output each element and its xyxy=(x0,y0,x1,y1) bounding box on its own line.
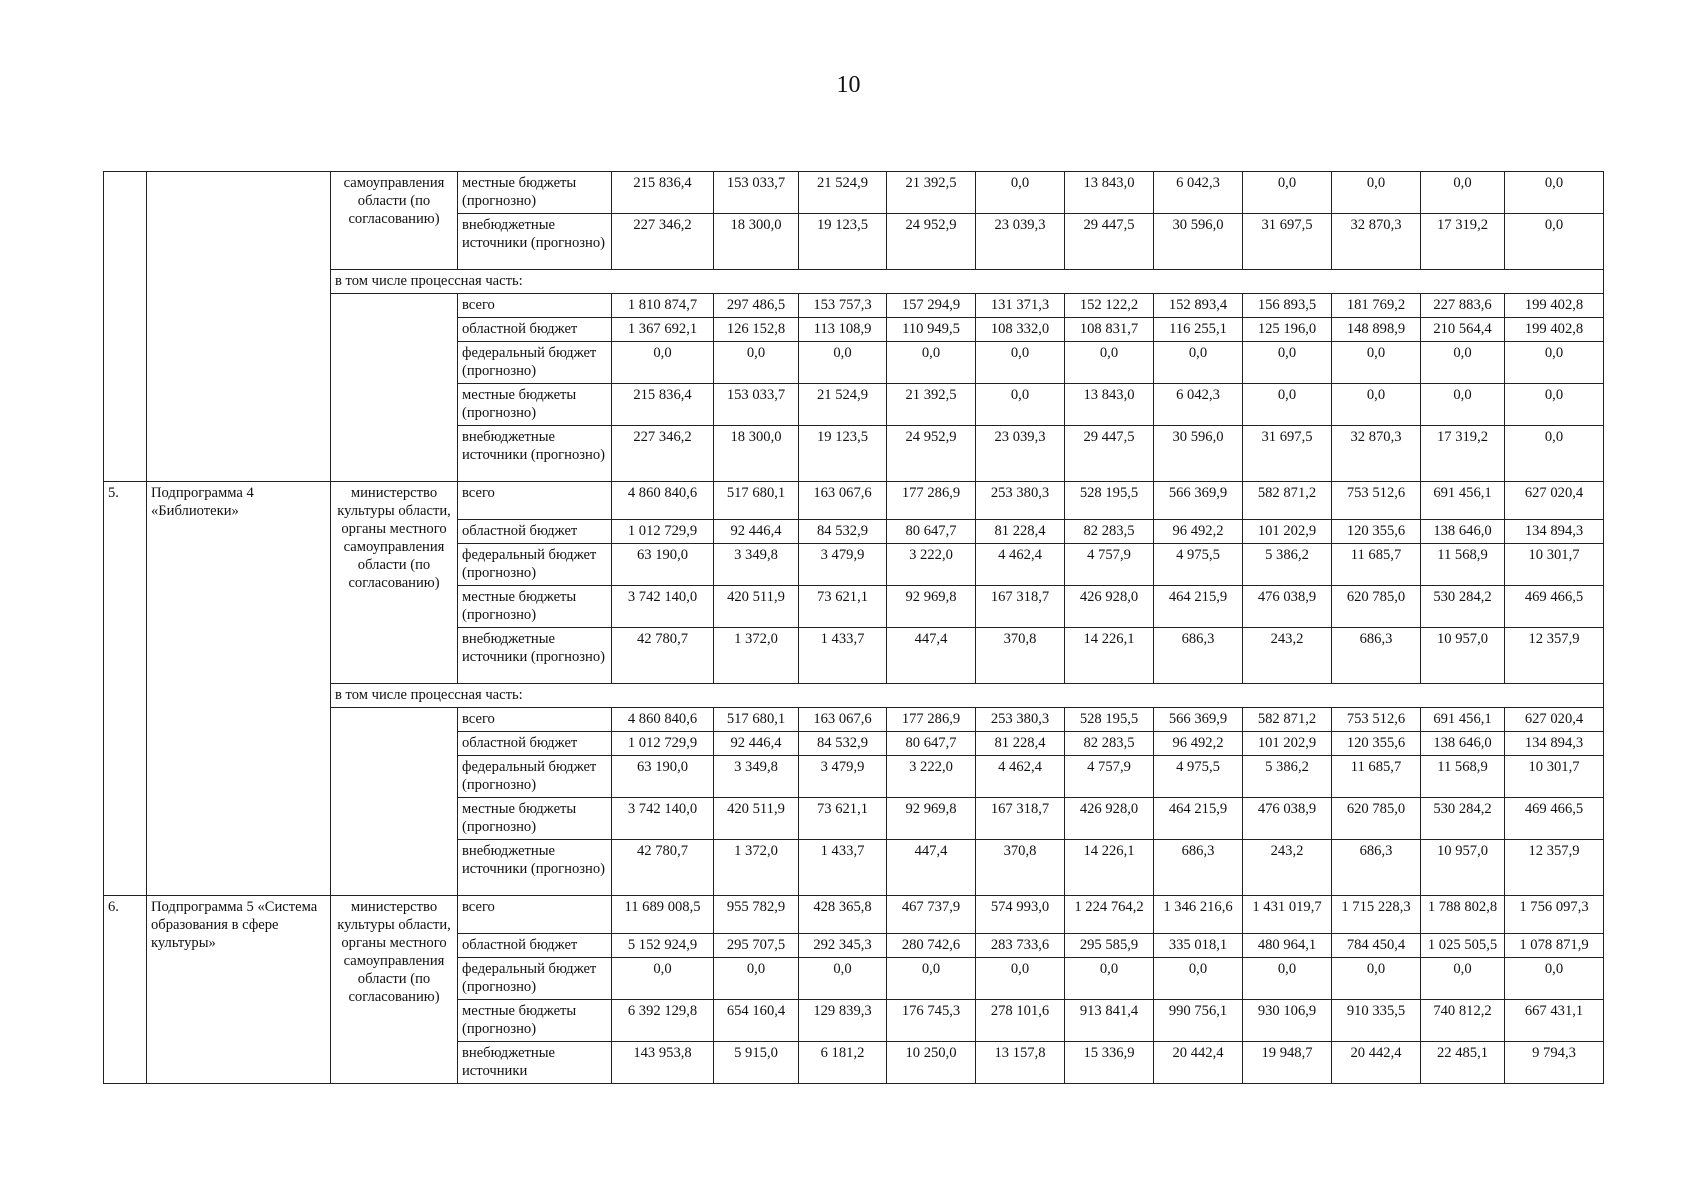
table-cell-value: 0,0 xyxy=(976,384,1065,426)
table-cell-value: 32 870,3 xyxy=(1332,426,1421,482)
table-cell-value: 530 284,2 xyxy=(1421,798,1505,840)
table-cell-value: 199 402,8 xyxy=(1505,318,1604,342)
table-cell-value: 295 707,5 xyxy=(714,934,799,958)
table-cell-value: 17 319,2 xyxy=(1421,426,1505,482)
table-cell-value: 0,0 xyxy=(1065,342,1154,384)
table-cell-value: 110 949,5 xyxy=(887,318,976,342)
table-cell-value: 1 372,0 xyxy=(714,628,799,684)
table-cell-value: 42 780,7 xyxy=(612,628,714,684)
table-cell-value: 654 160,4 xyxy=(714,1000,799,1042)
table-cell-value: 0,0 xyxy=(1332,384,1421,426)
table-cell-empty xyxy=(331,294,458,482)
table-cell-value: 18 300,0 xyxy=(714,214,799,270)
table-cell-value: 243,2 xyxy=(1243,840,1332,896)
table-cell-value: 253 380,3 xyxy=(976,482,1065,520)
table-cell-value: 10 301,7 xyxy=(1505,544,1604,586)
table-cell-value: 134 894,3 xyxy=(1505,732,1604,756)
table-cell-executor: самоуправления области (по согласованию) xyxy=(331,172,458,270)
table-cell-value: 24 952,9 xyxy=(887,426,976,482)
table-cell-value: 152 893,4 xyxy=(1154,294,1243,318)
table-cell-value: 11 685,7 xyxy=(1332,544,1421,586)
table-cell-source: местные бюджеты (прогнозно) xyxy=(458,1000,612,1042)
table-cell-value: 0,0 xyxy=(714,342,799,384)
table-cell-value: 0,0 xyxy=(799,958,887,1000)
table-cell-value: 0,0 xyxy=(612,958,714,1000)
table-cell-value: 84 532,9 xyxy=(799,732,887,756)
table-cell-value: 19 123,5 xyxy=(799,214,887,270)
table-cell-value: 81 228,4 xyxy=(976,732,1065,756)
table-cell-value: 129 839,3 xyxy=(799,1000,887,1042)
table-cell-value: 686,3 xyxy=(1332,628,1421,684)
table-cell-value: 63 190,0 xyxy=(612,544,714,586)
table-cell-value: 370,8 xyxy=(976,628,1065,684)
table-cell-value: 134 894,3 xyxy=(1505,520,1604,544)
table-cell-value: 1 788 802,8 xyxy=(1421,896,1505,934)
table-cell-value: 215 836,4 xyxy=(612,384,714,426)
table-cell-value: 163 067,6 xyxy=(799,482,887,520)
table-cell-value: 163 067,6 xyxy=(799,708,887,732)
table-cell-value: 4 462,4 xyxy=(976,544,1065,586)
table-cell-value: 10 250,0 xyxy=(887,1042,976,1084)
table-cell-value: 199 402,8 xyxy=(1505,294,1604,318)
table-cell-value: 5 152 924,9 xyxy=(612,934,714,958)
table-cell-value: 686,3 xyxy=(1154,840,1243,896)
table-cell-value: 10 957,0 xyxy=(1421,840,1505,896)
table-cell-source: внебюджетные источники (прогнозно) xyxy=(458,628,612,684)
table-cell-value: 4 975,5 xyxy=(1154,756,1243,798)
table-cell-source: областной бюджет xyxy=(458,318,612,342)
table-cell-source: местные бюджеты (прогнозно) xyxy=(458,798,612,840)
table-cell-value: 92 969,8 xyxy=(887,586,976,628)
table-body xyxy=(104,172,1604,1084)
table-cell-value: 4 757,9 xyxy=(1065,756,1154,798)
table-cell-value: 4 860 840,6 xyxy=(612,482,714,520)
table-cell-value: 0,0 xyxy=(1421,342,1505,384)
table-cell-value: 1 012 729,9 xyxy=(612,520,714,544)
table-cell-value: 420 511,9 xyxy=(714,586,799,628)
table-cell-executor: министерство культуры области, органы местного самоуправления области (по согласованию) xyxy=(331,896,458,1084)
table-cell-program xyxy=(147,172,331,482)
table-cell-value: 120 355,6 xyxy=(1332,520,1421,544)
table-cell-source: внебюджетные источники xyxy=(458,1042,612,1084)
table-cell-index: 6. xyxy=(104,896,147,1084)
table-cell-source: областной бюджет xyxy=(458,520,612,544)
table-cell-value: 3 742 140,0 xyxy=(612,586,714,628)
table-cell-value: 210 564,4 xyxy=(1421,318,1505,342)
table-cell-value: 113 108,9 xyxy=(799,318,887,342)
table-cell-value: 691 456,1 xyxy=(1421,482,1505,520)
table-cell-value: 92 446,4 xyxy=(714,520,799,544)
table-cell-value: 80 647,7 xyxy=(887,520,976,544)
table-cell-value: 1 756 097,3 xyxy=(1505,896,1604,934)
table-cell-value: 3 742 140,0 xyxy=(612,798,714,840)
table-cell-value: 528 195,5 xyxy=(1065,482,1154,520)
table-cell-value: 23 039,3 xyxy=(976,214,1065,270)
table-cell-value: 80 647,7 xyxy=(887,732,976,756)
table-cell-value: 480 964,1 xyxy=(1243,934,1332,958)
table-cell-value: 153 033,7 xyxy=(714,172,799,214)
table-cell-value: 627 020,4 xyxy=(1505,708,1604,732)
table-cell-value: 4 860 840,6 xyxy=(612,708,714,732)
table-cell-value: 292 345,3 xyxy=(799,934,887,958)
table-cell-value: 530 284,2 xyxy=(1421,586,1505,628)
table-cell-value: 176 745,3 xyxy=(887,1000,976,1042)
table-cell-value: 82 283,5 xyxy=(1065,732,1154,756)
table-cell-value: 14 226,1 xyxy=(1065,628,1154,684)
table-cell-value: 92 969,8 xyxy=(887,798,976,840)
table-cell-value: 157 294,9 xyxy=(887,294,976,318)
page-number: 10 xyxy=(836,72,861,98)
table-cell-source: федеральный бюджет (прогнозно) xyxy=(458,958,612,1000)
table-cell-value: 0,0 xyxy=(1154,342,1243,384)
table-cell-value: 181 769,2 xyxy=(1332,294,1421,318)
table-cell-value: 476 038,9 xyxy=(1243,586,1332,628)
table-cell-value: 0,0 xyxy=(1243,342,1332,384)
table-cell-value: 0,0 xyxy=(1421,384,1505,426)
table-cell-value: 11 568,9 xyxy=(1421,756,1505,798)
table-cell-value: 4 462,4 xyxy=(976,756,1065,798)
table-cell-value: 20 442,4 xyxy=(1332,1042,1421,1084)
table-cell-value: 691 456,1 xyxy=(1421,708,1505,732)
table-cell-value: 753 512,6 xyxy=(1332,482,1421,520)
table-cell-value: 138 646,0 xyxy=(1421,732,1505,756)
table-cell-value: 686,3 xyxy=(1332,840,1421,896)
table-cell-value: 19 123,5 xyxy=(799,426,887,482)
table-cell-value: 740 812,2 xyxy=(1421,1000,1505,1042)
table-cell-value: 21 392,5 xyxy=(887,172,976,214)
table-cell-value: 13 843,0 xyxy=(1065,172,1154,214)
table-cell-value: 92 446,4 xyxy=(714,732,799,756)
table-cell-index xyxy=(104,172,147,482)
table-cell-value: 227 346,2 xyxy=(612,426,714,482)
table-cell-value: 82 283,5 xyxy=(1065,520,1154,544)
table-cell-value: 784 450,4 xyxy=(1332,934,1421,958)
table-cell-value: 335 018,1 xyxy=(1154,934,1243,958)
table-cell-value: 0,0 xyxy=(1505,214,1604,270)
table-cell-value: 143 953,8 xyxy=(612,1042,714,1084)
table-cell-value: 0,0 xyxy=(1154,958,1243,1000)
table-cell-value: 96 492,2 xyxy=(1154,732,1243,756)
table-cell-value: 63 190,0 xyxy=(612,756,714,798)
table-cell-value: 167 318,7 xyxy=(976,586,1065,628)
table-cell-value: 627 020,4 xyxy=(1505,482,1604,520)
table-cell-executor: министерство культуры области, органы местного самоуправления области (по согласованию) xyxy=(331,482,458,684)
table-cell-value: 574 993,0 xyxy=(976,896,1065,934)
table-cell-value: 1 433,7 xyxy=(799,628,887,684)
table-cell-value: 120 355,6 xyxy=(1332,732,1421,756)
table-cell-value: 0,0 xyxy=(976,958,1065,1000)
table-cell-value: 5 386,2 xyxy=(1243,544,1332,586)
table-cell-value: 11 689 008,5 xyxy=(612,896,714,934)
table-cell-value: 0,0 xyxy=(1505,958,1604,1000)
table-cell-value: 6 042,3 xyxy=(1154,384,1243,426)
table-cell-value: 913 841,4 xyxy=(1065,1000,1154,1042)
budget-table xyxy=(103,171,1604,1084)
table-cell-value: 0,0 xyxy=(976,172,1065,214)
table-cell-value: 253 380,3 xyxy=(976,708,1065,732)
table-cell-value: 3 349,8 xyxy=(714,756,799,798)
table-cell-value: 152 122,2 xyxy=(1065,294,1154,318)
table-cell-value: 0,0 xyxy=(1243,172,1332,214)
table-cell-value: 283 733,6 xyxy=(976,934,1065,958)
table-cell-value: 1 346 216,6 xyxy=(1154,896,1243,934)
table-cell-value: 620 785,0 xyxy=(1332,586,1421,628)
table-cell-value: 3 479,9 xyxy=(799,544,887,586)
table-cell-source: федеральный бюджет (прогнозно) xyxy=(458,756,612,798)
table-cell-value: 19 948,7 xyxy=(1243,1042,1332,1084)
table-cell-value: 0,0 xyxy=(1505,342,1604,384)
table-cell-value: 125 196,0 xyxy=(1243,318,1332,342)
table-cell-value: 0,0 xyxy=(1243,958,1332,1000)
table-cell-value: 428 365,8 xyxy=(799,896,887,934)
table-cell-value: 1 078 871,9 xyxy=(1505,934,1604,958)
table-cell-value: 96 492,2 xyxy=(1154,520,1243,544)
table-cell-index: 5. xyxy=(104,482,147,896)
table-cell-value: 3 479,9 xyxy=(799,756,887,798)
table-cell-value: 24 952,9 xyxy=(887,214,976,270)
table-cell-value: 426 928,0 xyxy=(1065,586,1154,628)
table-cell-value: 131 371,3 xyxy=(976,294,1065,318)
table-cell-value: 108 831,7 xyxy=(1065,318,1154,342)
table-cell-source: областной бюджет xyxy=(458,732,612,756)
table-cell-value: 3 222,0 xyxy=(887,756,976,798)
table-cell-value: 243,2 xyxy=(1243,628,1332,684)
table-cell-program: Подпрограмма 4 «Библиотеки» xyxy=(147,482,331,896)
table-cell-source: местные бюджеты (прогнозно) xyxy=(458,586,612,628)
table-cell-value: 0,0 xyxy=(1421,172,1505,214)
table-cell-value: 227 346,2 xyxy=(612,214,714,270)
table-cell-value: 31 697,5 xyxy=(1243,426,1332,482)
table-cell-value: 31 697,5 xyxy=(1243,214,1332,270)
table-cell-value: 9 794,3 xyxy=(1505,1042,1604,1084)
table-cell-value: 566 369,9 xyxy=(1154,708,1243,732)
table-cell-value: 582 871,2 xyxy=(1243,482,1332,520)
table-cell-value: 15 336,9 xyxy=(1065,1042,1154,1084)
table-cell-value: 1 372,0 xyxy=(714,840,799,896)
table-cell-value: 6 042,3 xyxy=(1154,172,1243,214)
table-cell-source: областной бюджет xyxy=(458,934,612,958)
table-cell-source: всего xyxy=(458,482,612,520)
table-cell-value: 10 301,7 xyxy=(1505,756,1604,798)
table-cell-source: всего xyxy=(458,708,612,732)
table-cell-value: 1 433,7 xyxy=(799,840,887,896)
table-row xyxy=(104,482,1604,520)
table-cell-value: 0,0 xyxy=(1065,958,1154,1000)
table-cell-value: 0,0 xyxy=(1505,426,1604,482)
table-cell-value: 29 447,5 xyxy=(1065,426,1154,482)
table-cell-source: федеральный бюджет (прогнозно) xyxy=(458,342,612,384)
table-cell-source: внебюджетные источники (прогнозно) xyxy=(458,426,612,482)
table-cell-value: 620 785,0 xyxy=(1332,798,1421,840)
table-cell-value: 6 181,2 xyxy=(799,1042,887,1084)
table-cell-value: 167 318,7 xyxy=(976,798,1065,840)
table-cell-value: 0,0 xyxy=(887,958,976,1000)
table-cell-value: 1 431 019,7 xyxy=(1243,896,1332,934)
table-cell-value: 0,0 xyxy=(1332,172,1421,214)
table-cell-value: 153 033,7 xyxy=(714,384,799,426)
table-cell-value: 295 585,9 xyxy=(1065,934,1154,958)
table-cell-value: 126 152,8 xyxy=(714,318,799,342)
table-cell-value: 0,0 xyxy=(1332,342,1421,384)
table-cell-value: 4 975,5 xyxy=(1154,544,1243,586)
table-cell-value: 227 883,6 xyxy=(1421,294,1505,318)
table-cell-value: 156 893,5 xyxy=(1243,294,1332,318)
table-cell-value: 686,3 xyxy=(1154,628,1243,684)
table-cell-value: 32 870,3 xyxy=(1332,214,1421,270)
table-cell-value: 148 898,9 xyxy=(1332,318,1421,342)
table-cell-value: 215 836,4 xyxy=(612,172,714,214)
table-cell-value: 469 466,5 xyxy=(1505,798,1604,840)
table-cell-value: 517 680,1 xyxy=(714,482,799,520)
table-cell-value: 1 012 729,9 xyxy=(612,732,714,756)
table-cell-value: 13 157,8 xyxy=(976,1042,1065,1084)
table-cell-value: 0,0 xyxy=(1505,384,1604,426)
table-cell-value: 12 357,9 xyxy=(1505,628,1604,684)
table-cell-value: 930 106,9 xyxy=(1243,1000,1332,1042)
table-cell-value: 447,4 xyxy=(887,628,976,684)
table-cell-value: 280 742,6 xyxy=(887,934,976,958)
table-cell-value: 0,0 xyxy=(714,958,799,1000)
table-cell-value: 3 222,0 xyxy=(887,544,976,586)
process-part-label: в том числе процессная часть: xyxy=(331,684,1604,708)
table-cell-value: 3 349,8 xyxy=(714,544,799,586)
table-cell-value: 177 286,9 xyxy=(887,708,976,732)
table-cell-source: всего xyxy=(458,294,612,318)
table-cell-value: 0,0 xyxy=(612,342,714,384)
table-cell-value: 467 737,9 xyxy=(887,896,976,934)
table-cell-value: 5 915,0 xyxy=(714,1042,799,1084)
table-cell-value: 108 332,0 xyxy=(976,318,1065,342)
table-cell-value: 1 025 505,5 xyxy=(1421,934,1505,958)
table-cell-value: 1 715 228,3 xyxy=(1332,896,1421,934)
table-cell-value: 29 447,5 xyxy=(1065,214,1154,270)
table-cell-value: 30 596,0 xyxy=(1154,426,1243,482)
table-cell-source: местные бюджеты (прогнозно) xyxy=(458,384,612,426)
table-cell-value: 23 039,3 xyxy=(976,426,1065,482)
table-cell-value: 528 195,5 xyxy=(1065,708,1154,732)
table-cell-source: внебюджетные источники (прогнозно) xyxy=(458,840,612,896)
table-cell-value: 73 621,1 xyxy=(799,586,887,628)
table-cell-value: 10 957,0 xyxy=(1421,628,1505,684)
table-cell-value: 6 392 129,8 xyxy=(612,1000,714,1042)
table-cell-value: 21 524,9 xyxy=(799,172,887,214)
table-cell-value: 990 756,1 xyxy=(1154,1000,1243,1042)
table-cell-value: 0,0 xyxy=(1421,958,1505,1000)
table-cell-value: 667 431,1 xyxy=(1505,1000,1604,1042)
table-cell-empty xyxy=(331,708,458,896)
table-cell-value: 0,0 xyxy=(976,342,1065,384)
table-cell-value: 12 357,9 xyxy=(1505,840,1604,896)
table-cell-value: 21 392,5 xyxy=(887,384,976,426)
table-cell-value: 14 226,1 xyxy=(1065,840,1154,896)
table-cell-value: 1 810 874,7 xyxy=(612,294,714,318)
table-cell-value: 101 202,9 xyxy=(1243,732,1332,756)
table-cell-source: федеральный бюджет (прогнозно) xyxy=(458,544,612,586)
table-cell-value: 476 038,9 xyxy=(1243,798,1332,840)
table-cell-value: 464 215,9 xyxy=(1154,586,1243,628)
table-cell-value: 420 511,9 xyxy=(714,798,799,840)
table-cell-value: 469 466,5 xyxy=(1505,586,1604,628)
table-cell-value: 11 685,7 xyxy=(1332,756,1421,798)
table-row xyxy=(104,896,1604,934)
table-cell-value: 447,4 xyxy=(887,840,976,896)
table-cell-value: 955 782,9 xyxy=(714,896,799,934)
table-cell-value: 116 255,1 xyxy=(1154,318,1243,342)
table-cell-value: 0,0 xyxy=(887,342,976,384)
table-cell-value: 138 646,0 xyxy=(1421,520,1505,544)
table-cell-source: внебюджетные источники (прогнозно) xyxy=(458,214,612,270)
table-cell-value: 177 286,9 xyxy=(887,482,976,520)
table-cell-value: 153 757,3 xyxy=(799,294,887,318)
table-cell-value: 426 928,0 xyxy=(1065,798,1154,840)
table-cell-value: 11 568,9 xyxy=(1421,544,1505,586)
table-cell-value: 370,8 xyxy=(976,840,1065,896)
table-cell-source: местные бюджеты (прогнозно) xyxy=(458,172,612,214)
table-cell-value: 582 871,2 xyxy=(1243,708,1332,732)
table-cell-value: 17 319,2 xyxy=(1421,214,1505,270)
table-cell-value: 22 485,1 xyxy=(1421,1042,1505,1084)
table-cell-value: 1 367 692,1 xyxy=(612,318,714,342)
table-cell-value: 4 757,9 xyxy=(1065,544,1154,586)
table-cell-value: 297 486,5 xyxy=(714,294,799,318)
table-cell-value: 464 215,9 xyxy=(1154,798,1243,840)
table-cell-value: 13 843,0 xyxy=(1065,384,1154,426)
table-cell-value: 0,0 xyxy=(799,342,887,384)
table-cell-value: 5 386,2 xyxy=(1243,756,1332,798)
table-cell-value: 0,0 xyxy=(1505,172,1604,214)
table-cell-value: 517 680,1 xyxy=(714,708,799,732)
table-cell-value: 81 228,4 xyxy=(976,520,1065,544)
table-cell-value: 21 524,9 xyxy=(799,384,887,426)
table-cell-value: 30 596,0 xyxy=(1154,214,1243,270)
table-cell-value: 20 442,4 xyxy=(1154,1042,1243,1084)
table-cell-value: 42 780,7 xyxy=(612,840,714,896)
process-part-label: в том числе процессная часть: xyxy=(331,270,1604,294)
table-cell-value: 1 224 764,2 xyxy=(1065,896,1154,934)
table-cell-source: всего xyxy=(458,896,612,934)
table-cell-value: 18 300,0 xyxy=(714,426,799,482)
table-cell-value: 73 621,1 xyxy=(799,798,887,840)
table-cell-value: 0,0 xyxy=(1332,958,1421,1000)
table-cell-value: 0,0 xyxy=(1243,384,1332,426)
table-cell-value: 278 101,6 xyxy=(976,1000,1065,1042)
table-cell-program: Подпрограмма 5 «Система образования в сфере культуры» xyxy=(147,896,331,1084)
table-cell-value: 84 532,9 xyxy=(799,520,887,544)
table-cell-value: 910 335,5 xyxy=(1332,1000,1421,1042)
table-cell-value: 753 512,6 xyxy=(1332,708,1421,732)
table-cell-value: 101 202,9 xyxy=(1243,520,1332,544)
table-cell-value: 566 369,9 xyxy=(1154,482,1243,520)
table-row xyxy=(104,172,1604,214)
